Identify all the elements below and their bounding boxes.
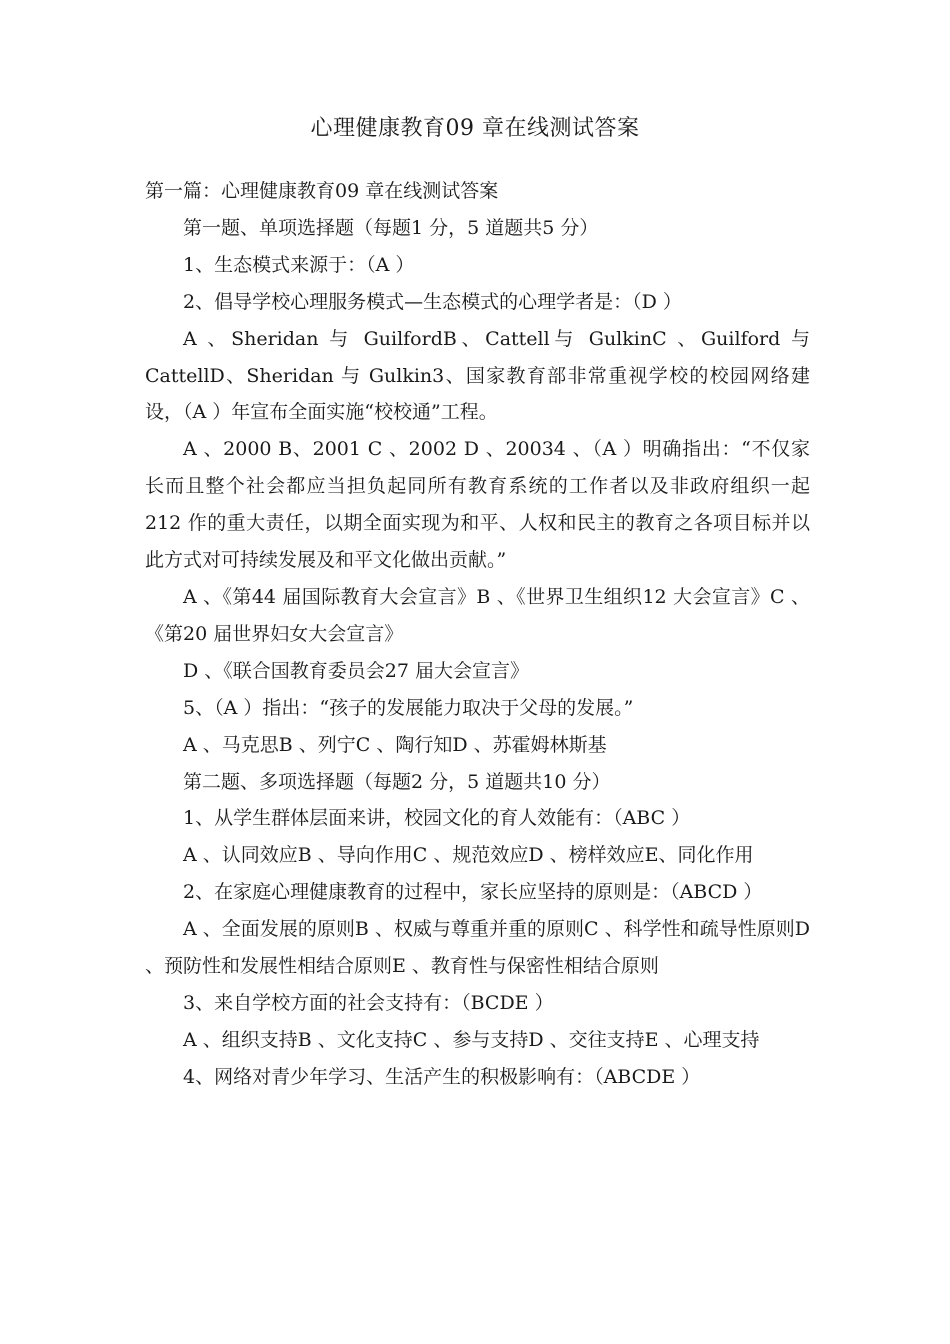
options-paragraph: A 、2000 B、2001 C 、2002 D 、20034 、（A ）明确指出：“不仅家长而且整个社会都应当担负起同所有教育系统的工作者以及非政府组织一起 212 作的重大责任，以期全面实现为和平、人权和民主的教育之各项目标并以此方式对可持续发展及和平文化做出贡献。”: [145, 438, 810, 572]
options-paragraph: A 、认同效应B 、导向作用C 、规范效应D 、榜样效应E、同化作用: [183, 844, 754, 867]
options-paragraph: A 、组织支持B 、文化支持C 、参与支持D 、交往支持E 、心理支持: [183, 1028, 760, 1051]
question-paragraph: 1、从学生群体层面来讲，校园文化的育人效能有：（ABC ）: [183, 807, 691, 830]
question-paragraph: 4、网络对青少年学习、生活产生的积极影响有：（ABCDE ）: [183, 1065, 701, 1088]
question-paragraph: 2、倡导学校心理服务模式—生态模式的心理学者是：（D ）: [183, 290, 682, 313]
document-body: [145, 173, 810, 1096]
question-paragraph: 1、生态模式来源于：（A ）: [183, 253, 415, 276]
section-heading: 第一篇：心理健康教育09 章在线测试答案: [145, 180, 499, 202]
question-paragraph: 5、（A ）指出：“孩子的发展能力取决于父母的发展。”: [183, 696, 634, 719]
question-group-heading: 第一题、单项选择题（每题1 分，5 道题共5 分）: [183, 216, 599, 239]
question-paragraph: 2、在家庭心理健康教育的过程中，家长应坚持的原则是：（ABCD ）: [183, 881, 763, 904]
question-paragraph: 3、来自学校方面的社会支持有：（BCDE ）: [183, 991, 554, 1014]
options-paragraph: A 、《第44 届国际教育大会宣言》B 、《世界卫生组织12 大会宣言》C 、《第20 届世界妇女大会宣言》: [145, 585, 810, 645]
options-paragraph: A 、Sheridan 与 GuilfordB、Cattell与 GulkinC 、Guilford 与 CattellD、Sheridan 与 Gulkin3、国家教育部非常重视学校的校园网络建设，（A ）年宣布全面实施“校校通”工程。: [145, 327, 810, 424]
question-group-heading: 第二题、多项选择题（每题2 分，5 道题共10 分）: [183, 770, 611, 793]
options-paragraph: A 、马克思B 、列宁C 、陶行知D 、苏霍姆林斯基: [183, 733, 607, 756]
options-paragraph: D 、《联合国教育委员会27 届大会宣言》: [183, 659, 529, 682]
document-title: 心理健康教育09 章在线测试答案: [310, 116, 640, 141]
options-paragraph: A 、全面发展的原则B 、权威与尊重并重的原则C 、科学性和疏导性原则D 、预防性和发展性相结合原则E 、教育性与保密性相结合原则: [145, 918, 810, 978]
